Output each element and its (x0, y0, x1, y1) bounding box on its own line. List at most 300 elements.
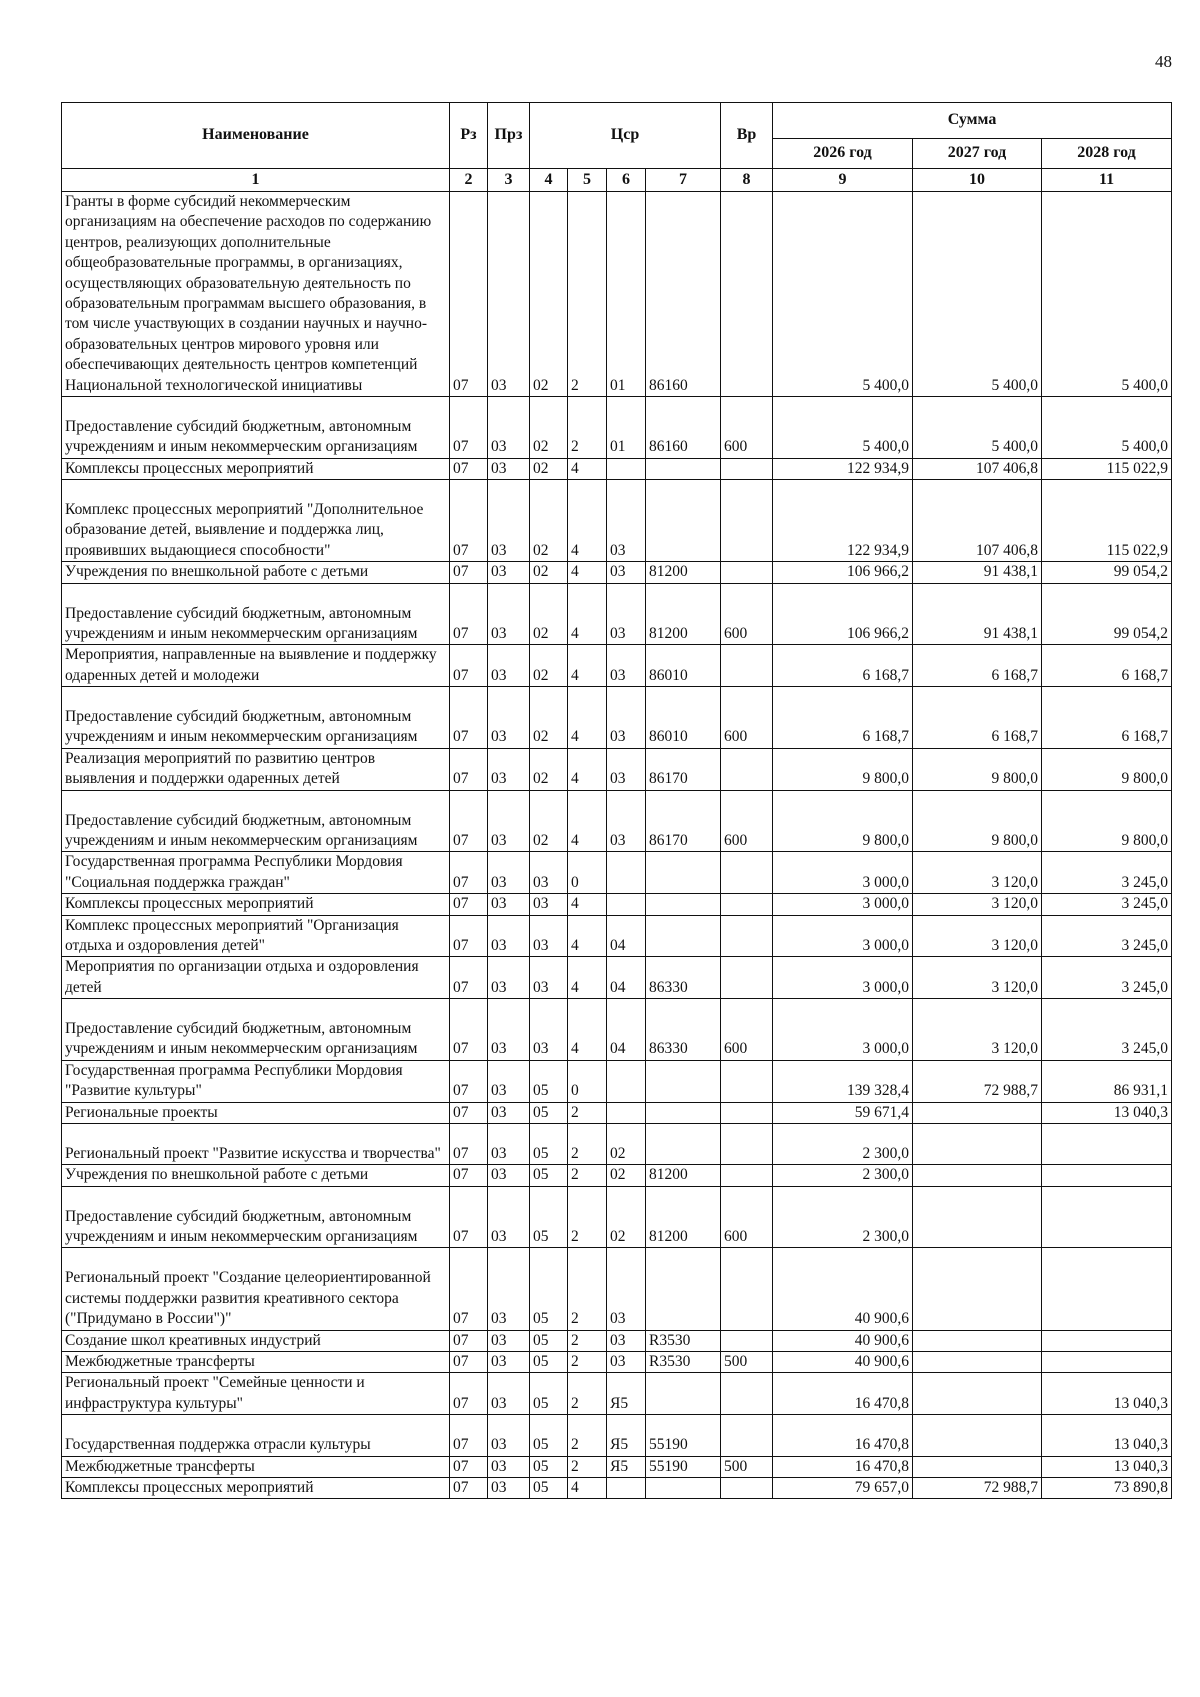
row-csr-direction (646, 1477, 721, 1498)
row-csr-program: 02 (530, 562, 568, 583)
row-name: Комплекс процессных мероприятий "Дополнительное образование детей, выявление и поддержка лиц, проявивших выдающиеся способности" (62, 480, 450, 562)
row-sum-2026: 139 328,4 (773, 1060, 913, 1102)
column-number: 3 (488, 169, 530, 192)
row-sum-2026: 3 000,0 (773, 915, 913, 957)
row-csr-structure: 02 (607, 1186, 646, 1248)
table-row (62, 915, 1172, 957)
row-csr-program: 05 (530, 1248, 568, 1330)
table-row (62, 1373, 1172, 1415)
row-name: Предоставление субсидий бюджетным, автономным учреждениям и иным некоммерческим организациям (62, 583, 450, 645)
row-name: Региональный проект "Развитие искусства и творчества" (62, 1124, 450, 1165)
row-sum-2028: 99 054,2 (1042, 583, 1172, 645)
row-sum-2028: 13 040,3 (1042, 1456, 1172, 1477)
row-sum-2027 (913, 1165, 1042, 1186)
row-name: Предоставление субсидий бюджетным, автономным учреждениям и иным некоммерческим организациям (62, 999, 450, 1061)
row-csr-program: 05 (530, 1102, 568, 1123)
row-csr-type: 4 (568, 583, 607, 645)
row-rz: 07 (450, 894, 488, 915)
row-sum-2026: 16 470,8 (773, 1456, 913, 1477)
row-rz: 07 (450, 562, 488, 583)
table-row (62, 562, 1172, 583)
row-rz: 07 (450, 1456, 488, 1477)
row-sum-2026: 106 966,2 (773, 583, 913, 645)
row-sum-2027: 91 438,1 (913, 562, 1042, 583)
row-csr-type: 4 (568, 480, 607, 562)
table-row (62, 748, 1172, 790)
row-sum-2026: 5 400,0 (773, 192, 913, 397)
row-sum-2027: 5 400,0 (913, 192, 1042, 397)
row-vr: 600 (721, 397, 773, 459)
row-vr (721, 1102, 773, 1123)
row-sum-2026: 6 168,7 (773, 645, 913, 687)
row-sum-2026: 16 470,8 (773, 1415, 913, 1456)
row-vr (721, 192, 773, 397)
row-vr: 600 (721, 1186, 773, 1248)
row-vr (721, 458, 773, 479)
header-year-2028: 2028 год (1042, 139, 1172, 169)
row-csr-type: 4 (568, 645, 607, 687)
row-csr-program: 05 (530, 1124, 568, 1165)
row-vr (721, 1248, 773, 1330)
row-csr-program: 05 (530, 1456, 568, 1477)
row-name: Учреждения по внешкольной работе с детьми (62, 562, 450, 583)
row-csr-structure: 02 (607, 1165, 646, 1186)
row-sum-2028: 73 890,8 (1042, 1477, 1172, 1498)
row-name: Комплексы процессных мероприятий (62, 458, 450, 479)
row-vr (721, 1415, 773, 1456)
row-csr-program: 05 (530, 1330, 568, 1351)
row-rz: 07 (450, 957, 488, 999)
row-csr-program: 02 (530, 397, 568, 459)
row-prz: 03 (488, 1165, 530, 1186)
row-name: Межбюджетные трансферты (62, 1456, 450, 1477)
row-sum-2028: 3 245,0 (1042, 957, 1172, 999)
row-sum-2027 (913, 1186, 1042, 1248)
row-csr-structure: 04 (607, 999, 646, 1061)
row-prz: 03 (488, 1102, 530, 1123)
table-row (62, 1124, 1172, 1165)
row-rz: 07 (450, 645, 488, 687)
row-vr (721, 1060, 773, 1102)
row-csr-structure: 04 (607, 915, 646, 957)
row-sum-2027 (913, 1373, 1042, 1415)
header-name: Наименование (62, 103, 450, 169)
row-rz: 07 (450, 1060, 488, 1102)
row-rz: 07 (450, 583, 488, 645)
row-csr-program: 02 (530, 480, 568, 562)
row-csr-structure: 03 (607, 562, 646, 583)
row-sum-2027: 72 988,7 (913, 1477, 1042, 1498)
row-sum-2028 (1042, 1124, 1172, 1165)
row-csr-structure: 03 (607, 645, 646, 687)
row-sum-2028: 115 022,9 (1042, 458, 1172, 479)
row-csr-direction: 81200 (646, 562, 721, 583)
row-csr-structure: 03 (607, 748, 646, 790)
row-csr-type: 2 (568, 1456, 607, 1477)
row-rz: 07 (450, 915, 488, 957)
row-name: Учреждения по внешкольной работе с детьми (62, 1165, 450, 1186)
row-sum-2026: 3 000,0 (773, 894, 913, 915)
header-year-2027: 2027 год (913, 139, 1042, 169)
row-prz: 03 (488, 894, 530, 915)
row-csr-type: 2 (568, 1373, 607, 1415)
row-csr-type: 4 (568, 562, 607, 583)
row-csr-direction: 55190 (646, 1456, 721, 1477)
column-number-row (62, 169, 1172, 192)
budget-table (61, 102, 1172, 1499)
row-csr-type: 0 (568, 852, 607, 894)
row-csr-structure (607, 1477, 646, 1498)
column-number: 9 (773, 169, 913, 192)
row-name: Государственная программа Республики Мордовия "Социальная поддержка граждан" (62, 852, 450, 894)
page-number: 48 (1155, 52, 1172, 71)
row-csr-type: 4 (568, 687, 607, 749)
row-csr-program: 03 (530, 915, 568, 957)
row-rz: 07 (450, 999, 488, 1061)
row-sum-2026: 2 300,0 (773, 1165, 913, 1186)
table-row (62, 1248, 1172, 1330)
row-prz: 03 (488, 583, 530, 645)
table-row (62, 1477, 1172, 1498)
row-vr (721, 645, 773, 687)
row-sum-2027: 3 120,0 (913, 915, 1042, 957)
row-csr-type: 2 (568, 1124, 607, 1165)
row-sum-2028: 13 040,3 (1042, 1102, 1172, 1123)
table-row (62, 1351, 1172, 1372)
table-row (62, 458, 1172, 479)
row-prz: 03 (488, 458, 530, 479)
column-number: 5 (568, 169, 607, 192)
row-csr-direction (646, 1373, 721, 1415)
table-row (62, 790, 1172, 852)
row-vr (721, 1330, 773, 1351)
row-name: Комплексы процессных мероприятий (62, 1477, 450, 1498)
row-vr: 600 (721, 687, 773, 749)
row-sum-2027: 72 988,7 (913, 1060, 1042, 1102)
row-name: Региональные проекты (62, 1102, 450, 1123)
row-csr-direction (646, 458, 721, 479)
row-sum-2026: 3 000,0 (773, 999, 913, 1061)
row-csr-program: 03 (530, 894, 568, 915)
row-name: Мероприятия по организации отдыха и оздоровления детей (62, 957, 450, 999)
header-prz: Прз (488, 103, 530, 169)
row-sum-2028: 5 400,0 (1042, 192, 1172, 397)
row-prz: 03 (488, 687, 530, 749)
row-csr-program: 02 (530, 192, 568, 397)
table-header (62, 103, 1172, 192)
row-sum-2026: 106 966,2 (773, 562, 913, 583)
row-rz: 07 (450, 1124, 488, 1165)
row-csr-direction: R3530 (646, 1351, 721, 1372)
row-rz: 07 (450, 1477, 488, 1498)
row-name: Государственная программа Республики Мордовия "Развитие культуры" (62, 1060, 450, 1102)
header-vr: Вр (721, 103, 773, 169)
column-number: 7 (646, 169, 721, 192)
row-vr (721, 1477, 773, 1498)
row-sum-2027: 3 120,0 (913, 957, 1042, 999)
row-csr-structure: Я5 (607, 1373, 646, 1415)
row-sum-2026: 5 400,0 (773, 397, 913, 459)
row-sum-2028: 6 168,7 (1042, 645, 1172, 687)
row-sum-2026: 122 934,9 (773, 480, 913, 562)
row-csr-direction: 86170 (646, 790, 721, 852)
row-csr-type: 4 (568, 458, 607, 479)
row-vr (721, 894, 773, 915)
row-prz: 03 (488, 1477, 530, 1498)
row-sum-2027: 3 120,0 (913, 894, 1042, 915)
row-csr-type: 2 (568, 1248, 607, 1330)
row-prz: 03 (488, 1186, 530, 1248)
row-sum-2028: 5 400,0 (1042, 397, 1172, 459)
row-csr-structure: 03 (607, 687, 646, 749)
row-csr-program: 02 (530, 790, 568, 852)
row-prz: 03 (488, 1373, 530, 1415)
row-prz: 03 (488, 1060, 530, 1102)
column-number: 2 (450, 169, 488, 192)
row-rz: 07 (450, 1373, 488, 1415)
row-name: Межбюджетные трансферты (62, 1351, 450, 1372)
row-rz: 07 (450, 1351, 488, 1372)
row-rz: 07 (450, 1330, 488, 1351)
row-vr (721, 562, 773, 583)
row-rz: 07 (450, 192, 488, 397)
row-vr (721, 1373, 773, 1415)
table-row (62, 1415, 1172, 1456)
row-sum-2028: 3 245,0 (1042, 999, 1172, 1061)
row-csr-type: 2 (568, 1415, 607, 1456)
row-sum-2027 (913, 1351, 1042, 1372)
row-csr-type: 2 (568, 1351, 607, 1372)
table-row (62, 1330, 1172, 1351)
row-csr-structure (607, 894, 646, 915)
row-sum-2027: 9 800,0 (913, 748, 1042, 790)
row-sum-2027: 3 120,0 (913, 999, 1042, 1061)
row-csr-structure: 01 (607, 192, 646, 397)
row-sum-2028: 3 245,0 (1042, 852, 1172, 894)
row-csr-program: 05 (530, 1351, 568, 1372)
row-name: Государственная поддержка отрасли культуры (62, 1415, 450, 1456)
row-csr-direction (646, 915, 721, 957)
row-sum-2028: 13 040,3 (1042, 1415, 1172, 1456)
row-rz: 07 (450, 1186, 488, 1248)
row-csr-direction (646, 894, 721, 915)
row-csr-direction: 81200 (646, 1165, 721, 1186)
table-row (62, 957, 1172, 999)
header-rz: Рз (450, 103, 488, 169)
row-csr-program: 05 (530, 1477, 568, 1498)
row-csr-direction: 86010 (646, 687, 721, 749)
row-sum-2028: 6 168,7 (1042, 687, 1172, 749)
row-csr-direction: 86160 (646, 192, 721, 397)
row-csr-direction: 86330 (646, 957, 721, 999)
row-rz: 07 (450, 1248, 488, 1330)
row-rz: 07 (450, 790, 488, 852)
row-csr-type: 4 (568, 999, 607, 1061)
table-row (62, 852, 1172, 894)
row-sum-2027: 3 120,0 (913, 852, 1042, 894)
row-vr (721, 1165, 773, 1186)
table-body (62, 192, 1172, 1499)
row-sum-2026: 59 671,4 (773, 1102, 913, 1123)
row-csr-direction (646, 1124, 721, 1165)
row-rz: 07 (450, 397, 488, 459)
row-sum-2028: 9 800,0 (1042, 748, 1172, 790)
row-name: Создание школ креативных индустрий (62, 1330, 450, 1351)
row-csr-structure: 01 (607, 397, 646, 459)
row-name: Предоставление субсидий бюджетным, автономным учреждениям и иным некоммерческим организациям (62, 1186, 450, 1248)
row-csr-program: 02 (530, 748, 568, 790)
row-csr-type: 0 (568, 1060, 607, 1102)
row-prz: 03 (488, 790, 530, 852)
row-sum-2026: 40 900,6 (773, 1248, 913, 1330)
header-sum: Сумма (773, 103, 1172, 139)
row-sum-2027: 6 168,7 (913, 687, 1042, 749)
row-prz: 03 (488, 999, 530, 1061)
row-rz: 07 (450, 1102, 488, 1123)
row-csr-program: 02 (530, 458, 568, 479)
row-csr-structure: Я5 (607, 1456, 646, 1477)
row-sum-2027 (913, 1456, 1042, 1477)
row-vr (721, 1124, 773, 1165)
row-csr-type: 4 (568, 790, 607, 852)
table-row (62, 1165, 1172, 1186)
row-csr-program: 03 (530, 852, 568, 894)
row-csr-type: 4 (568, 894, 607, 915)
row-csr-program: 05 (530, 1165, 568, 1186)
row-csr-type: 4 (568, 915, 607, 957)
row-csr-direction: 55190 (646, 1415, 721, 1456)
row-prz: 03 (488, 1124, 530, 1165)
row-csr-structure (607, 1060, 646, 1102)
row-sum-2028: 9 800,0 (1042, 790, 1172, 852)
row-prz: 03 (488, 1415, 530, 1456)
row-prz: 03 (488, 915, 530, 957)
row-csr-program: 03 (530, 999, 568, 1061)
row-sum-2026: 40 900,6 (773, 1351, 913, 1372)
row-vr: 600 (721, 999, 773, 1061)
row-csr-structure: 03 (607, 480, 646, 562)
column-number: 6 (607, 169, 646, 192)
row-csr-direction: 86160 (646, 397, 721, 459)
row-sum-2026: 79 657,0 (773, 1477, 913, 1498)
row-prz: 03 (488, 1456, 530, 1477)
row-rz: 07 (450, 687, 488, 749)
row-sum-2028 (1042, 1165, 1172, 1186)
row-sum-2027: 5 400,0 (913, 397, 1042, 459)
row-csr-structure: 03 (607, 583, 646, 645)
row-vr (721, 915, 773, 957)
row-sum-2026: 40 900,6 (773, 1330, 913, 1351)
row-sum-2027 (913, 1124, 1042, 1165)
row-sum-2028: 3 245,0 (1042, 894, 1172, 915)
row-csr-direction: 86330 (646, 999, 721, 1061)
row-vr: 600 (721, 583, 773, 645)
row-csr-structure: 04 (607, 957, 646, 999)
row-name: Предоставление субсидий бюджетным, автономным учреждениям и иным некоммерческим организациям (62, 790, 450, 852)
row-vr: 500 (721, 1351, 773, 1372)
row-csr-type: 2 (568, 1165, 607, 1186)
table-row (62, 192, 1172, 397)
row-csr-type: 2 (568, 1102, 607, 1123)
table-row (62, 480, 1172, 562)
row-csr-program: 02 (530, 687, 568, 749)
row-csr-type: 4 (568, 1477, 607, 1498)
header-year-2026: 2026 год (773, 139, 913, 169)
table-row (62, 645, 1172, 687)
row-csr-program: 03 (530, 957, 568, 999)
table-row (62, 687, 1172, 749)
row-vr (721, 748, 773, 790)
column-number: 8 (721, 169, 773, 192)
row-csr-direction: 81200 (646, 1186, 721, 1248)
row-prz: 03 (488, 1248, 530, 1330)
row-csr-program: 02 (530, 583, 568, 645)
table-row (62, 397, 1172, 459)
row-rz: 07 (450, 1415, 488, 1456)
row-vr (721, 852, 773, 894)
row-csr-program: 05 (530, 1373, 568, 1415)
row-csr-program: 05 (530, 1060, 568, 1102)
row-sum-2028 (1042, 1351, 1172, 1372)
row-csr-direction (646, 480, 721, 562)
row-vr: 600 (721, 790, 773, 852)
row-csr-type: 2 (568, 1330, 607, 1351)
column-number: 4 (530, 169, 568, 192)
row-sum-2026: 16 470,8 (773, 1373, 913, 1415)
row-prz: 03 (488, 562, 530, 583)
row-csr-program: 05 (530, 1186, 568, 1248)
row-sum-2028 (1042, 1330, 1172, 1351)
row-sum-2026: 9 800,0 (773, 748, 913, 790)
row-csr-structure: 02 (607, 1124, 646, 1165)
row-sum-2028 (1042, 1248, 1172, 1330)
row-name: Мероприятия, направленные на выявление и поддержку одаренных детей и молодежи (62, 645, 450, 687)
row-sum-2026: 3 000,0 (773, 957, 913, 999)
row-sum-2027 (913, 1102, 1042, 1123)
row-sum-2026: 6 168,7 (773, 687, 913, 749)
table-row (62, 1060, 1172, 1102)
row-sum-2026: 2 300,0 (773, 1186, 913, 1248)
row-prz: 03 (488, 1351, 530, 1372)
row-name: Предоставление субсидий бюджетным, автономным учреждениям и иным некоммерческим организациям (62, 687, 450, 749)
table-row (62, 583, 1172, 645)
row-csr-structure: 03 (607, 790, 646, 852)
table-row (62, 1186, 1172, 1248)
row-sum-2028: 115 022,9 (1042, 480, 1172, 562)
row-csr-type: 2 (568, 192, 607, 397)
row-sum-2026: 2 300,0 (773, 1124, 913, 1165)
row-csr-type: 2 (568, 397, 607, 459)
row-sum-2028: 99 054,2 (1042, 562, 1172, 583)
row-csr-direction (646, 852, 721, 894)
row-csr-program: 02 (530, 645, 568, 687)
row-sum-2027: 91 438,1 (913, 583, 1042, 645)
row-sum-2026: 122 934,9 (773, 458, 913, 479)
row-name: Региональный проект "Создание целеориентированной системы поддержки развития креативного сектора ("Придумано в России")" (62, 1248, 450, 1330)
row-prz: 03 (488, 957, 530, 999)
table-row (62, 1102, 1172, 1123)
row-prz: 03 (488, 852, 530, 894)
row-rz: 07 (450, 852, 488, 894)
row-prz: 03 (488, 192, 530, 397)
row-name: Реализация мероприятий по развитию центров выявления и поддержки одаренных детей (62, 748, 450, 790)
row-csr-program: 05 (530, 1415, 568, 1456)
column-number: 11 (1042, 169, 1172, 192)
row-sum-2027: 107 406,8 (913, 480, 1042, 562)
row-name: Комплексы процессных мероприятий (62, 894, 450, 915)
table-row (62, 894, 1172, 915)
row-prz: 03 (488, 748, 530, 790)
